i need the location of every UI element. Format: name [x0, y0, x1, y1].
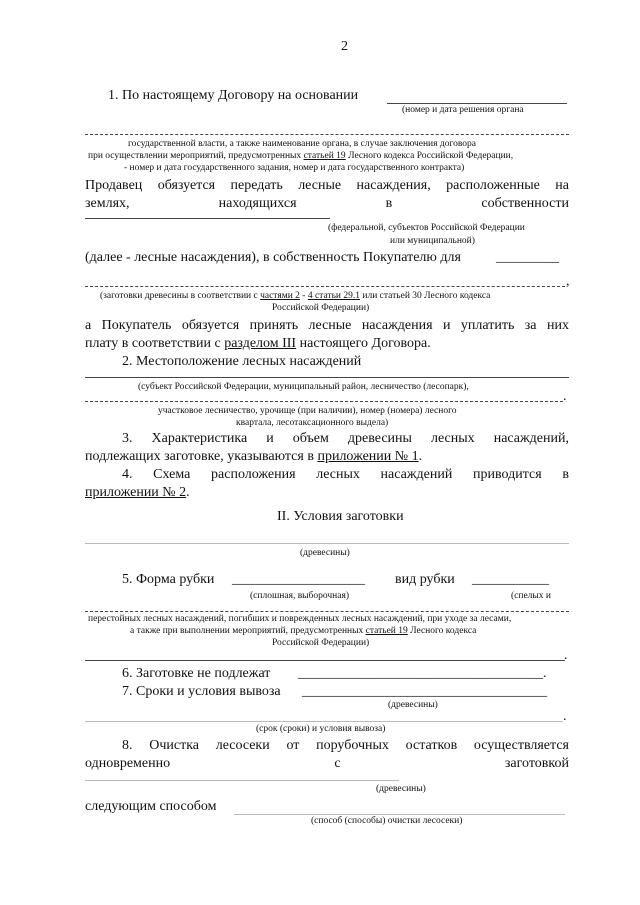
p7-label: 7. Сроки и условия вывоза [122, 684, 281, 699]
word: лесосеки [215, 738, 270, 753]
word: от [286, 738, 300, 753]
word: порубочных [316, 738, 389, 753]
p4-line-1 [122, 467, 569, 483]
word: Характеристика [151, 431, 248, 446]
word: и [266, 431, 274, 446]
p5-type-label: вид рубки [395, 572, 455, 587]
word: 3. [122, 431, 133, 446]
removal-terms-blank[interactable]: ___________________________________ [302, 684, 547, 699]
word: заготовкой [504, 756, 569, 771]
word: приводится [473, 467, 542, 482]
payment-line [85, 336, 431, 352]
section-3-link[interactable]: разделом III [224, 336, 297, 351]
word: них [546, 318, 569, 333]
p5-note-3: Российской Федерации) [272, 638, 370, 648]
removal-field-line[interactable] [85, 721, 563, 722]
word: расположения [211, 467, 296, 482]
word: осуществляется [473, 738, 569, 753]
note-harvest-1-post: или статьей 30 Лесного кодекса [360, 291, 491, 301]
seller-line [85, 178, 569, 194]
p5-form-label: 5. Форма рубки [122, 572, 215, 587]
location-field-line-2[interactable] [85, 401, 563, 402]
word: на [555, 178, 569, 193]
p5-note-type: (спелых и [511, 591, 552, 601]
felling-form-blank[interactable]: ___________________ [232, 572, 365, 587]
note-harvest-1-dash: - [299, 291, 308, 301]
buyer-purpose-blank[interactable]: _________ [496, 250, 559, 265]
p6-label: 6. Заготовке не подлежат [122, 666, 271, 681]
wood-field-line[interactable] [85, 543, 569, 544]
word: и [442, 318, 451, 333]
cleaning-method-field-line[interactable] [234, 814, 565, 815]
word: собственности [481, 196, 569, 211]
word: Очистка [149, 738, 199, 753]
word: обязуется [181, 318, 240, 333]
word: насаждения [361, 318, 433, 333]
word: Продавец [85, 178, 143, 193]
word: принять [249, 318, 299, 333]
word: объем [292, 431, 329, 446]
word: насаждений [380, 467, 453, 482]
word: 8. [122, 738, 133, 753]
p4-line-2 [85, 485, 190, 501]
word: расположенные [446, 178, 540, 193]
p2-dot: . [563, 389, 567, 404]
word: Схема [153, 467, 191, 482]
word: древесины [347, 431, 412, 446]
word: с [334, 756, 341, 771]
word: 4. [122, 467, 133, 482]
note-authority-2 [88, 151, 513, 162]
section-2-note-wood: (древесины) [300, 548, 350, 558]
word: землях, [85, 196, 130, 211]
payment-post: настоящего Договора. [296, 336, 431, 351]
word: Покупатель [101, 318, 172, 333]
word: насаждений, [493, 431, 569, 446]
harvest-field-line[interactable] [85, 286, 565, 287]
felling-type-blank[interactable]: ___________ [472, 572, 549, 587]
appendix-2-link[interactable]: приложении № 2 [85, 485, 187, 500]
ownership-field-line[interactable] [85, 218, 330, 219]
word: лесные [298, 178, 342, 193]
p7-dot: . [563, 709, 567, 724]
note-harvest-1 [100, 291, 490, 302]
p1-intro: 1. По настоящему Договору на основании [108, 88, 359, 103]
word: лесных [430, 431, 475, 446]
felling-field-line-2[interactable] [85, 660, 565, 661]
word: в [385, 196, 393, 211]
article-19-link-2[interactable]: статьей 19 [365, 626, 408, 636]
note-ownership-2: или муниципальной) [390, 236, 475, 246]
p2-note-3: квартала, лесотаксационного выдела) [236, 418, 389, 428]
word: лесных [316, 467, 360, 482]
word: обязуется [157, 178, 216, 193]
appendix-1-link[interactable]: приложении № 1 [317, 449, 419, 464]
hereinafter-text: (далее - лесные насаждения), в собственность Покупателю для [85, 250, 461, 265]
word: уплатить [460, 318, 515, 333]
p3-line-1 [122, 431, 569, 447]
p5-note-form: (сплошная, выборочная) [250, 591, 350, 601]
article-19-link[interactable]: статьей 19 [303, 151, 346, 161]
p5-note-2-post: Лесного кодекса [407, 626, 477, 636]
p5-note-1: перестойных лесных насаждений, погибших и поврежденных лесных насаждений, при уходе за лесами, [88, 614, 512, 624]
lands-line [85, 196, 569, 212]
note-harvest-2: Российской Федерации) [272, 303, 370, 313]
p8-method-label: следующим способом [85, 799, 217, 814]
word: а [85, 318, 92, 333]
note-authority-2-post: Лесного кодекса Российской Федерации, [345, 151, 514, 161]
p4-line-2-post: . [186, 485, 190, 500]
note-authority-2-pre: при осуществлении мероприятий, предусмотренных [88, 151, 304, 161]
p8-line-2 [85, 756, 569, 772]
p5-note-2 [130, 626, 476, 637]
note-decision: (номер и дата решения органа [402, 105, 524, 115]
p5-dot: . [564, 648, 568, 663]
note-harvest-1-pre: (заготовки древесины в соответствии с [100, 291, 261, 301]
felling-field-line[interactable] [85, 611, 569, 612]
note-authority-1: государственной власти, а также наименование органа, в случае заключения договора [128, 139, 477, 149]
p2-note-1: (субъект Российской Федерации, муниципальный район, лесничество (лесопарк), [138, 382, 469, 392]
section-2-title: II. Условия заготовки [277, 509, 404, 524]
excluded-blank[interactable]: ___________________________________. [298, 666, 547, 681]
buyer-line [85, 318, 569, 334]
payment-pre: плату в соответствии с [85, 336, 225, 351]
article-29-1-link[interactable]: 4 статьи 29.1 [307, 291, 360, 301]
word: одновременно [85, 756, 171, 771]
p3-line-2-post: . [418, 449, 423, 464]
p8-note-method: (способ (способы) очистки лесосеки) [311, 816, 463, 826]
cleaning-wood-field-line[interactable] [85, 780, 399, 781]
note-authority-3: - номер и дата государственного задания, номер и дата государственного контракта) [124, 163, 465, 173]
word: передать [230, 178, 283, 193]
p2-note-2: участковое лесничество, урочище (при наличии), номер (номера) лесного [158, 406, 457, 416]
word: за [524, 318, 537, 333]
word: находящихся [218, 196, 297, 211]
p3-line-2-pre: подлежащих заготовке, указываются в [85, 449, 318, 464]
p7-note-terms: (срок (сроки) и условия вывоза) [256, 724, 386, 734]
p5-note-2-pre: а также при выполнении мероприятий, предусмотренных [130, 626, 366, 636]
note-ownership-1: (федеральной, субъектов Российской Федерации [328, 223, 525, 233]
harvest-comma: , [566, 274, 570, 289]
word: насаждения, [356, 178, 431, 193]
page-number: 2 [341, 39, 348, 54]
decision-field-line[interactable] [387, 103, 567, 104]
p2-title: 2. Местоположение лесных насаждений [122, 354, 362, 369]
word: лесные [308, 318, 352, 333]
p7-note-wood: (древесины) [388, 700, 438, 710]
p8-note-wood: (древесины) [376, 784, 426, 794]
parts-2-link[interactable]: частями 2 [260, 291, 300, 301]
p3-line-2 [85, 449, 422, 465]
p8-line-1 [122, 738, 569, 754]
location-field-line-1[interactable] [85, 377, 569, 378]
word: в [562, 467, 569, 482]
authority-field-line[interactable] [85, 134, 569, 135]
word: остатков [405, 738, 458, 753]
